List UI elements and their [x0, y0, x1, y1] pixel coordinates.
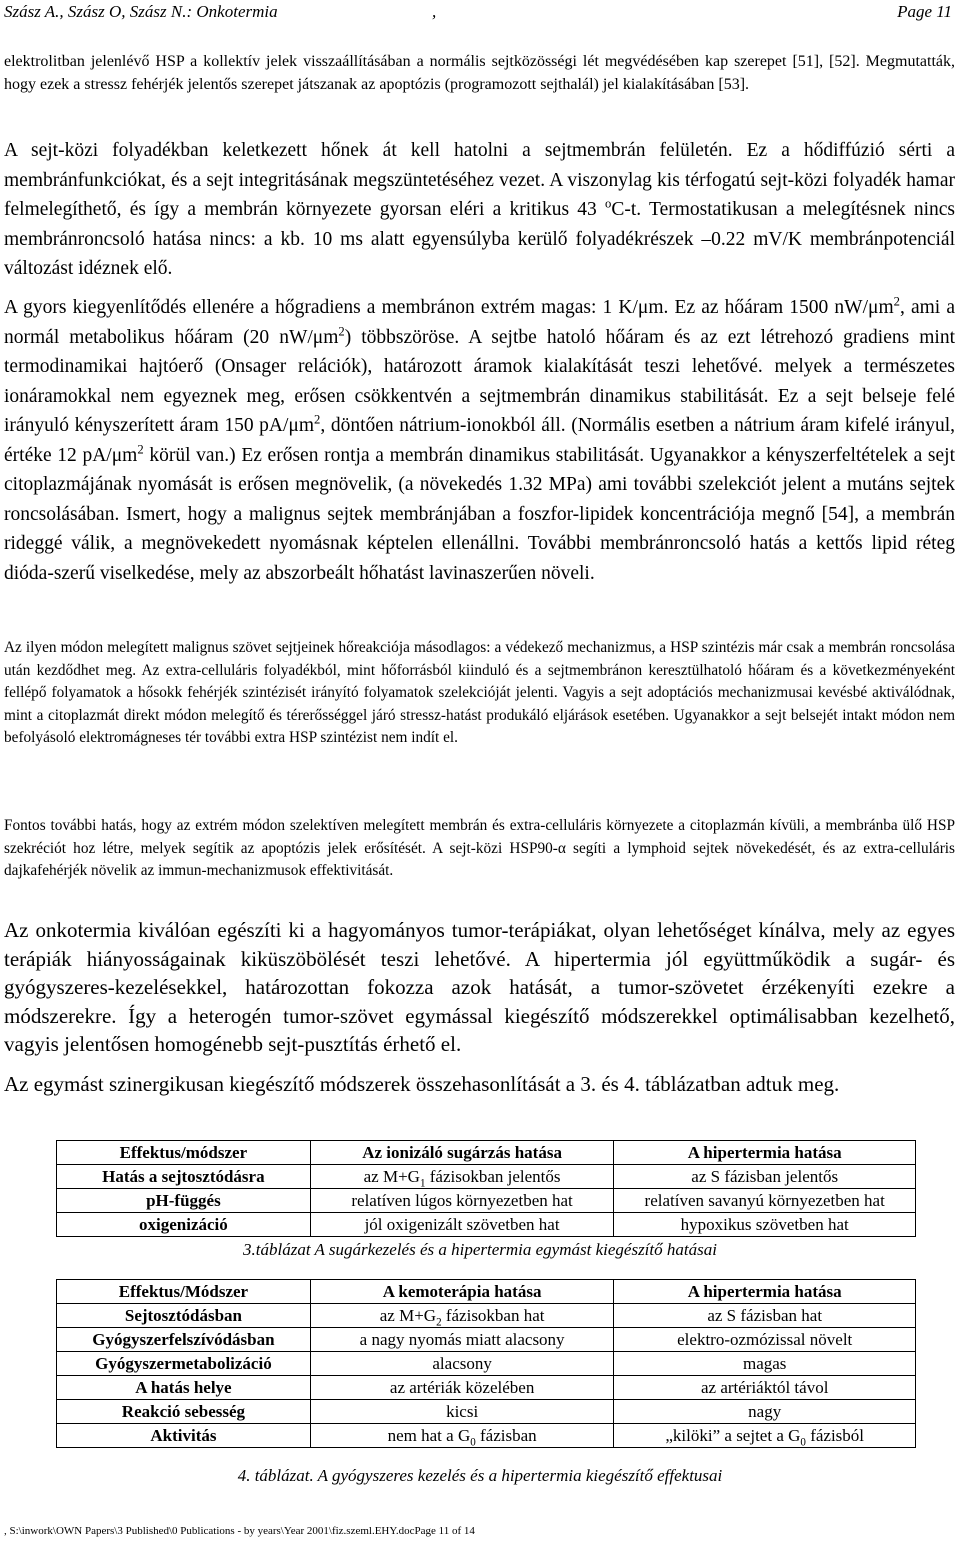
- table-cell: [310, 1165, 614, 1189]
- table-header-cell: A hipertermia hatása: [614, 1141, 916, 1165]
- table-row: [57, 1165, 916, 1189]
- paragraph-2: [4, 136, 955, 284]
- cell-text: „kilöki” a sejtet a G: [665, 1425, 801, 1445]
- superscript-2: 2: [314, 412, 321, 427]
- degree-superscript: o: [605, 196, 612, 211]
- table-row: [57, 1213, 916, 1237]
- table-header-cell: Az ionizáló sugárzás hatása: [310, 1141, 614, 1165]
- row-label: A hatás helye: [57, 1376, 311, 1400]
- paragraph-6: [4, 916, 955, 1059]
- paragraph-3-text: [4, 293, 955, 588]
- paragraph-7: [4, 1070, 955, 1099]
- table-cell: relatíven lúgos környezetben hat: [310, 1189, 614, 1213]
- paragraph-3-part-5: körül van.) Ez erősen rontja a membrán dinamikus stabilitását. Ugyanakkor a kényszerfeltételek a sejt citoplazmájának nyomását is erősen megnövelik, (a növekedés 1.32 MPa) ami további szelekciót jelent a mutáns sejtek roncsolásában. Ismert, hogy a malignus sejtek membránjában a foszfor-lipidek koncentrációja megnő [54], a membrán rideggé válik, a megnövekedett nyomásnak képtelen ellenállni. További membránroncsoló hatás a kettős lipid réteg dióda-szerű viselkedése, mely az abszorbeált hőhatást lavinaszerűen növeli.: [4, 444, 955, 584]
- table-header-row: [57, 1141, 916, 1165]
- table-row: [57, 1352, 916, 1376]
- table-cell: az S fázisban hat: [614, 1304, 916, 1328]
- paragraph-1-text: elektrolitban jelenlévő HSP a kollektív jelek visszaállításában a normális sejtközösségi lét megvédésében kap szerepet [51], [52]. Megmutatták, hogy ezek a stressz fehérjék jelentős szerepet játszanak az apoptózis (programozott sejthalál) jel kialakításában [53].: [4, 53, 955, 93]
- paragraph-3-part-2: , ami a normál metabolikus hőáram (20 nW/μm: [4, 297, 955, 348]
- cell-text: az M+G: [379, 1305, 437, 1325]
- paragraph-2-part-a: A sejt-közi folyadékban keletkezett hőnek át kell hatolni a sejtmembrán felületén. Ez a hődiffúzió sérti a membránfunkciókat, és a sejt integritásának megszüntetéséhez vezet. A viszonylag kis térfogatú sejt-közi folyadék hamar felmelegíthető, és így a membrán környezete gyorsan eléri a kritikus 43: [4, 140, 955, 220]
- table-cell: jól oxigenizált szövetben hat: [310, 1213, 614, 1237]
- cell-text: fázisból: [805, 1425, 865, 1445]
- row-label: Gyógyszermetabolizáció: [57, 1352, 311, 1376]
- cell-text: fázisokban jelentős: [425, 1166, 561, 1186]
- table-cell: a nagy nyomás miatt alacsony: [310, 1328, 614, 1352]
- table-4-caption: 4. táblázat. A gyógyszeres kezelés és a hipertermia kiegészítő effektusai: [237, 1466, 723, 1485]
- superscript-2: 2: [893, 294, 900, 309]
- table-cell: relatíven savanyú környezetben hat: [614, 1189, 916, 1213]
- superscript-2: 2: [137, 442, 144, 456]
- table-cell: alacsony: [310, 1352, 614, 1376]
- table-cell: [310, 1424, 614, 1448]
- table-cell: elektro-ozmózissal növelt: [614, 1328, 916, 1352]
- table-row: [57, 1304, 916, 1328]
- table-cell: az artériák közelében: [310, 1376, 614, 1400]
- row-label: Sejtosztódásban: [57, 1304, 311, 1328]
- header-separator: ,: [432, 2, 437, 21]
- row-label: Gyógyszerfelszívódásban: [57, 1328, 311, 1352]
- paragraph-5: [4, 815, 955, 883]
- paragraph-3-part-3: ) többszöröse. A sejtbe hatoló hőáram és az ezt létrehozó gradiens mint termodinamikai hajtóerő (Onsager relációk), határozott áramok kialakítását teszi lehetővé. melyek a természetes ionáramokkal nem egyeznek meg, erősen csökkentvén a sejtmembrán dinamikus stabilitását. Ez a sejt belseje felé irányuló kényszerített áram 150 pA/μm: [4, 326, 955, 436]
- table-row: [57, 1400, 916, 1424]
- table-3: [56, 1140, 916, 1237]
- paragraph-6-text: Az onkotermia kiválóan egészíti ki a hagyományos tumor-terápiákat, olyan lehetőséget kínálva, mely az egyes terápiák hiányosságainak kiküszöbölését teszi lehetővé. A hipertermia jól együttműködik a sugár- és gyógyszeres-kezelésekkel, határozottan fokozza azok hatását, a tumor-szövetet érzékenyíti ezekre a módszerekre. Így a heterogén tumor-szövet egymással kiegészítő módszerekkel optimálisabban kezelhető, vagyis jelentősen homogénebb sejt-pusztítás érhető el.: [4, 918, 955, 1056]
- table-cell: magas: [614, 1352, 916, 1376]
- subscript: 1: [419, 1176, 426, 1189]
- paragraph-2-text: [4, 136, 955, 284]
- table-header-row: [57, 1280, 916, 1304]
- paragraph-7-text: Az egymást szinergikusan kiegészítő módszerek összehasonlítását a 3. és 4. táblázatban adtuk meg.: [4, 1072, 840, 1096]
- table-header-cell: Effektus/módszer: [57, 1141, 311, 1165]
- superscript-2: 2: [338, 324, 345, 338]
- table-cell: kicsi: [310, 1400, 614, 1424]
- subscript: 0: [470, 1435, 476, 1448]
- table-cell: az S fázisban jelentős: [614, 1165, 916, 1189]
- table-cell: az artériáktól távol: [614, 1376, 916, 1400]
- table-header-cell: Effektus/Módszer: [57, 1280, 311, 1304]
- table-cell: nagy: [614, 1400, 916, 1424]
- header-authors: Szász A., Szász O, Szász N.: Onkotermia: [4, 2, 278, 21]
- cell-text: nem hat a G: [387, 1425, 471, 1445]
- row-label: pH-függés: [57, 1189, 311, 1213]
- subscript: 2: [436, 1315, 442, 1328]
- subscript: 0: [800, 1435, 806, 1448]
- cell-text: fázisban: [475, 1425, 537, 1445]
- table-cell: [614, 1424, 916, 1448]
- paragraph-3-part-4: , döntően nátrium-ionokból áll. (Normális esetben a nátrium áram kifelé irányul, értéke 12 pA/μm: [4, 415, 956, 466]
- paragraph-5-text: Fontos további hatás, hogy az extrém módon szelektíven melegített membrán és extra-celluláris környezete a citoplazmán kívüli, a membránba ülő HSP szekréciót hoz létre, melyek segítik az apoptózis jelek erősítését. A sejt-közi HSP90-α segíti a lymphoid sejtek növekedését, és az extra-celluláris dajkafehérjék növelik az immun-mechanizmusok effektivitását.: [4, 817, 955, 880]
- table-row: [57, 1424, 916, 1448]
- table-row: [57, 1189, 916, 1213]
- table-4: [56, 1279, 916, 1448]
- row-label: Reakció sebesség: [57, 1400, 311, 1424]
- header-page-number: Page 11: [897, 2, 952, 21]
- row-label: Hatás a sejtosztódásra: [57, 1165, 311, 1189]
- paragraph-3-part-1: A gyors kiegyenlítődés ellenére a hőgradiens a membránon extrém magas: 1 K/μm. Ez az hőáram 1500 nW/μm: [4, 297, 894, 318]
- paragraph-4-text: Az ilyen módon melegített malignus szövet sejtjeinek hőreakciója másodlagos: a védekező mechanizmus, a HSP szintézis már csak a membrán roncsolása után kezdődhet meg. Az extra-celluláris folyadékból, mint hőforrásból kiinduló és a sejtmembránon keresztülhatoló hőáram és a következményeként fellépő folyamatok a hősokk fehérjék szintézisét irányító folyamatok szelekcióját jelenti. Vagyis a sejt adoptációs mechanizmusai kevésbé aktiválódnak, mint a citoplazmát direkt módon melegítő és térerősséggel járó stressz-hatást produkáló eljárások esetében. Ugyanakkor a sejt belsejét intakt módon nem befolyásoló elektromágneses tér további extra HSP szintézist nem indít el.: [4, 639, 955, 747]
- table-row: [57, 1376, 916, 1400]
- row-label: Aktivitás: [57, 1424, 311, 1448]
- paragraph-1: [4, 50, 955, 96]
- table-row: [57, 1328, 916, 1352]
- table-header-cell: A hipertermia hatása: [614, 1280, 916, 1304]
- cell-text: fázisokban hat: [441, 1305, 545, 1325]
- page-footer: , S:\inwork\OWN Papers\3 Published\0 Publications - by years\Year 2001\fiz.szeml.EHY.docPage 11 of 14: [4, 1525, 475, 1537]
- table-3-caption: 3.táblázat A sugárkezelés és a hipertermia egymást kiegészítő hatásai: [243, 1240, 717, 1259]
- paragraph-3: [4, 293, 955, 588]
- paragraph-4: [4, 637, 955, 750]
- table-header-cell: A kemoterápia hatása: [310, 1280, 614, 1304]
- cell-text: az M+G: [363, 1166, 420, 1186]
- page-header: [4, 0, 952, 26]
- table-cell: [310, 1304, 614, 1328]
- paragraph-2-part-b: C-t. Termostatikusan a melegítésnek nincs membránroncsoló hatása nincs: a kb. 10 ms alatt egyensúlyba kerülő folyadékrészek –0.22 mV/K membránpotenciál változást idéznek elő.: [4, 199, 955, 279]
- row-label: oxigenizáció: [57, 1213, 311, 1237]
- table-cell: hypoxikus szövetben hat: [614, 1213, 916, 1237]
